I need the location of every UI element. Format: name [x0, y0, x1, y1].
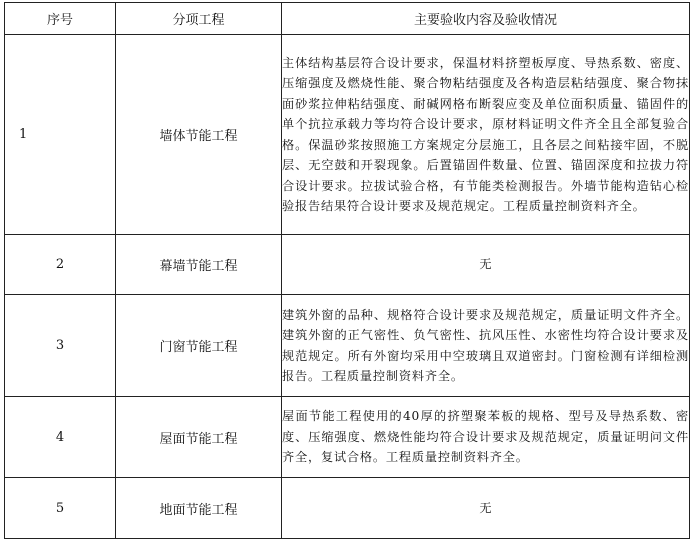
row-content: 建筑外窗的品种、规格符合设计要求及规范规定，质量证明文件齐全。建筑外窗的正气密性、负气密性、抗风压性、水密性均符合设计要求及规范规定。所有外窗均采用中空玻璃且双道密封。门窗检测有详细检测报告。工程质量控制资料齐全。 [282, 295, 690, 397]
table-row [5, 235, 690, 295]
table-row [5, 295, 690, 397]
row-no: 4 [5, 397, 116, 478]
row-name: 地面节能工程 [116, 478, 282, 539]
row-no: 3 [5, 295, 116, 397]
row-name: 幕墙节能工程 [116, 235, 282, 295]
row-content: 主体结构基层符合设计要求，保温材料挤塑板厚度、导热系数、密度、压缩强度及燃烧性能、聚合物粘结强度及各构造层粘结强度、聚合物抹面砂浆拉伸粘结强度、耐碱网格布断裂应变及单位面积质量、锚固件的单个抗拉承载力等均符合设计要求，原材料证明文件齐全且全部复验合格。保温砂浆按照施工方案规定分层施工，且各层之间粘接牢固，不脱层、无空鼓和开裂现象。后置锚固件数量、位置、锚固深度和拉拔力符合设计要求。拉拔试验合格，有节能类检测报告。外墙节能构造钻心检验报告结果符合设计要求及规范规定。工程质量控制资料齐全。 [282, 35, 690, 235]
row-content: 无 [282, 478, 690, 539]
table-row [5, 478, 690, 539]
row-no: 1 [5, 35, 116, 235]
header-no: 序号 [5, 3, 116, 35]
row-name: 屋面节能工程 [116, 397, 282, 478]
header-row [5, 3, 690, 35]
row-name: 门窗节能工程 [116, 295, 282, 397]
row-content: 屋面节能工程使用的40厚的挤塑聚苯板的规格、型号及导热系数、密度、压缩强度、燃烧性能均符合设计要求及规范规定，质量证明问文件齐全，复试合格。工程质量控制资料齐全。 [282, 397, 690, 478]
row-name: 墙体节能工程 [116, 35, 282, 235]
row-content: 无 [282, 235, 690, 295]
table-body [5, 35, 690, 539]
acceptance-table [4, 2, 690, 539]
header-name: 分项工程 [116, 3, 282, 35]
table-row [5, 35, 690, 235]
row-no: 2 [5, 235, 116, 295]
table-header [5, 3, 690, 35]
header-content: 主要验收内容及验收情况 [282, 3, 690, 35]
row-no: 5 [5, 478, 116, 539]
table-row [5, 397, 690, 478]
